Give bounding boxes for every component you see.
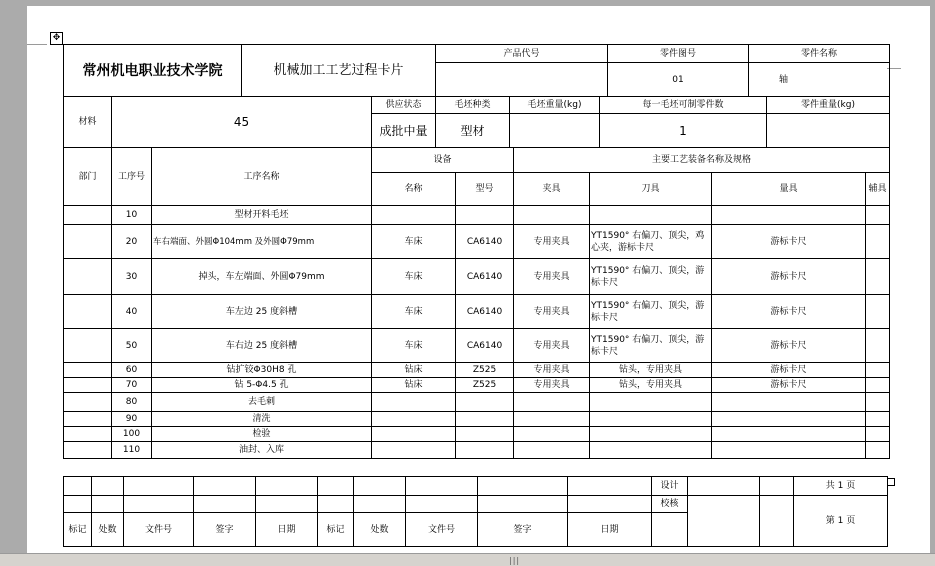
op-no-cell[interactable]: 40 [112,295,152,329]
dept-cell[interactable] [64,225,112,259]
footer-cell[interactable] [406,477,478,496]
supply-state-label: 供应状态 [372,97,436,114]
sign-label: 签字 [194,513,256,547]
part-name-label: 零件名称 [749,45,890,63]
footer-cell[interactable] [568,496,652,513]
op-name-cell[interactable]: 钻扩铰Φ30H8 孔 [152,363,372,378]
equip-model-cell[interactable]: CA6140 [456,295,514,329]
operation-row [64,206,890,225]
op-name-cell[interactable]: 型材开料毛坯 [152,206,372,225]
cutter-cell[interactable]: 钻头，专用夹具 [590,363,712,378]
doc-no-label-2: 文件号 [406,513,478,547]
sign-label-2: 签字 [478,513,568,547]
fixture-cell[interactable] [514,393,590,412]
op-no-cell[interactable]: 10 [112,206,152,225]
op-name-cell[interactable]: 去毛刺 [152,393,372,412]
footer-cell[interactable] [256,496,318,513]
cutter-cell[interactable]: 钻头，专用夹具 [590,378,712,393]
footer-cell[interactable] [760,496,794,547]
footer-cell[interactable] [318,477,354,496]
cutter-cell[interactable]: YT1590° 右偏刀、顶尖，游标卡尺 [590,259,712,295]
table-resize-handle[interactable] [887,478,895,486]
doc-no-label: 文件号 [124,513,194,547]
footer-cell[interactable] [652,513,688,547]
fixture-cell[interactable]: 专用夹具 [514,295,590,329]
fixture-cell[interactable] [514,427,590,442]
parts-per-blank-label: 每一毛坯可制零件数 [600,97,767,114]
date-label: 日期 [256,513,318,547]
op-name-cell[interactable]: 车右端面、外圆Φ104mm 及外圆Φ79mm [152,225,372,259]
equip-name-cell[interactable] [372,206,456,225]
aux-cell[interactable] [866,206,890,225]
op-name-cell[interactable]: 钻 5-Φ4.5 孔 [152,378,372,393]
check-value[interactable] [688,496,760,547]
fixture-cell[interactable]: 专用夹具 [514,259,590,295]
equip-model-cell[interactable]: CA6140 [456,225,514,259]
equip-model-cell[interactable]: Z525 [456,363,514,378]
equip-name-cell[interactable]: 钻床 [372,363,456,378]
cutter-header: 刀具 [590,173,712,206]
footer-cell[interactable] [760,477,794,496]
dept-cell[interactable] [64,363,112,378]
aux-cell[interactable] [866,412,890,427]
gauge-cell[interactable] [712,427,866,442]
header-table [63,44,890,97]
dept-cell[interactable] [64,378,112,393]
fixture-header: 夹具 [514,173,590,206]
footer-cell[interactable] [354,477,406,496]
parts-per-blank-value[interactable]: 1 [600,114,767,148]
gauge-cell[interactable]: 游标卡尺 [712,295,866,329]
operation-row [64,427,890,442]
footer-cell[interactable] [318,496,354,513]
gauge-cell[interactable]: 游标卡尺 [712,259,866,295]
op-name-cell[interactable]: 油封、入库 [152,442,372,459]
aux-cell[interactable] [866,442,890,459]
dept-cell[interactable] [64,206,112,225]
dept-cell[interactable] [64,393,112,412]
dept-cell[interactable] [64,259,112,295]
footer-cell[interactable] [64,496,92,513]
op-no-cell[interactable]: 80 [112,393,152,412]
fixture-cell[interactable]: 专用夹具 [514,329,590,363]
supply-state-value[interactable]: 成批中量 [372,114,436,148]
cutter-cell[interactable] [590,427,712,442]
cutter-cell[interactable] [590,442,712,459]
equip-name-cell[interactable]: 车床 [372,225,456,259]
operations-body [64,206,890,459]
operation-row [64,295,890,329]
equip-model-cell[interactable]: CA6140 [456,259,514,295]
count-label: 处数 [92,513,124,547]
gauge-cell[interactable] [712,206,866,225]
op-no-cell[interactable]: 100 [112,427,152,442]
equip-name-cell[interactable]: 车床 [372,259,456,295]
op-name-cell[interactable]: 清洗 [152,412,372,427]
blank-type-label: 毛坯种类 [436,97,510,114]
gauge-header: 量具 [712,173,866,206]
operation-row [64,259,890,295]
product-code-value[interactable] [436,63,608,97]
aux-cell[interactable] [866,378,890,393]
footer-cell[interactable] [194,477,256,496]
aux-header: 辅具 [866,173,890,206]
total-pages: 共 1 页 [794,477,888,496]
aux-cell[interactable] [866,259,890,295]
equip-model-cell[interactable] [456,427,514,442]
op-name-cell[interactable]: 车左边 25 度斜槽 [152,295,372,329]
aux-cell[interactable] [866,295,890,329]
operations-table [63,147,890,459]
fixture-cell[interactable]: 专用夹具 [514,378,590,393]
fixture-cell[interactable] [514,442,590,459]
op-no-cell[interactable]: 50 [112,329,152,363]
operation-row [64,363,890,378]
equip-name-cell[interactable]: 钻床 [372,378,456,393]
dept-header: 部门 [64,148,112,206]
equip-name-cell[interactable] [372,442,456,459]
cutter-cell[interactable]: YT1590° 右偏刀、顶尖，鸡心夹，游标卡尺 [590,225,712,259]
design-label: 设计 [652,477,688,496]
table-move-handle-icon[interactable]: ✥ [50,32,63,45]
mark-label-2: 标记 [318,513,354,547]
scroll-grip-icon[interactable]: ||| [509,556,521,565]
card-title: 机械加工工艺过程卡片 [242,45,436,97]
part-drawing-label: 零件图号 [608,45,749,63]
fixture-cell[interactable] [514,412,590,427]
cutter-cell[interactable] [590,206,712,225]
footer-cell[interactable] [568,477,652,496]
gauge-cell[interactable] [712,393,866,412]
horizontal-scrollbar[interactable] [0,553,935,566]
equip-model-cell[interactable]: CA6140 [456,329,514,363]
op-no-cell[interactable]: 90 [112,412,152,427]
cutter-cell[interactable] [590,412,712,427]
part-drawing-value[interactable]: 01 [608,63,749,97]
fixture-cell[interactable]: 专用夹具 [514,363,590,378]
operation-row [64,378,890,393]
aux-cell[interactable] [866,329,890,363]
op-name-cell[interactable]: 掉头，车左端面、外圆Φ79mm [152,259,372,295]
equip-name-cell[interactable] [372,412,456,427]
dept-cell[interactable] [64,442,112,459]
footer-cell[interactable] [64,477,92,496]
gauge-cell[interactable]: 游标卡尺 [712,329,866,363]
part-name-value[interactable]: 轴 [749,63,890,97]
tooling-header: 主要工艺装备名称及规格 [514,148,890,173]
gauge-cell[interactable] [712,442,866,459]
material-table [63,96,890,148]
aux-cell[interactable] [866,427,890,442]
date-label-2: 日期 [568,513,652,547]
equip-name-header: 名称 [372,173,456,206]
footer-cell[interactable] [92,496,124,513]
cutter-cell[interactable]: YT1590° 右偏刀、顶尖，游标卡尺 [590,295,712,329]
op-no-header: 工序号 [112,148,152,206]
gauge-cell[interactable] [712,412,866,427]
equipment-header: 设备 [372,148,514,173]
equip-name-cell[interactable] [372,427,456,442]
part-weight-value[interactable] [767,114,890,148]
school-name: 常州机电职业技术学院 [64,45,242,97]
equip-model-cell[interactable]: Z525 [456,378,514,393]
margin-corner-mark [27,44,47,45]
dept-cell[interactable] [64,295,112,329]
operation-row [64,329,890,363]
footer-cell[interactable] [478,477,568,496]
design-value[interactable] [688,477,760,496]
part-weight-label: 零件重量(kg) [767,97,890,114]
aux-cell[interactable] [866,363,890,378]
gauge-cell[interactable]: 游标卡尺 [712,378,866,393]
equip-model-cell[interactable] [456,206,514,225]
cutter-cell[interactable]: YT1590° 右偏刀、顶尖，游标卡尺 [590,329,712,363]
count-label-2: 处数 [354,513,406,547]
fixture-cell[interactable] [514,206,590,225]
equip-model-cell[interactable] [456,412,514,427]
footer-cell[interactable] [354,496,406,513]
gauge-cell[interactable]: 游标卡尺 [712,363,866,378]
op-name-cell[interactable]: 检验 [152,427,372,442]
equip-model-cell[interactable] [456,442,514,459]
operation-row [64,393,890,412]
blank-weight-value[interactable] [510,114,600,148]
gauge-cell[interactable]: 游标卡尺 [712,225,866,259]
footer-cell[interactable] [478,496,568,513]
dept-cell[interactable] [64,329,112,363]
material-value[interactable]: 45 [112,97,372,148]
cutter-cell[interactable] [590,393,712,412]
aux-cell[interactable] [866,393,890,412]
footer-cell[interactable] [92,477,124,496]
footer-cell[interactable] [406,496,478,513]
equip-model-cell[interactable] [456,393,514,412]
footer-cell[interactable] [194,496,256,513]
material-label: 材料 [64,97,112,148]
equip-name-cell[interactable]: 车床 [372,295,456,329]
footer-table [63,476,888,547]
operation-row [64,412,890,427]
footer-cell[interactable] [256,477,318,496]
op-name-header: 工序名称 [152,148,372,206]
equip-name-cell[interactable] [372,393,456,412]
aux-cell[interactable] [866,225,890,259]
dept-cell[interactable] [64,412,112,427]
op-no-cell[interactable]: 110 [112,442,152,459]
check-label: 校核 [652,496,688,513]
equip-name-cell[interactable]: 车床 [372,329,456,363]
equip-model-header: 型号 [456,173,514,206]
op-no-cell[interactable]: 70 [112,378,152,393]
page-number: 第 1 页 [794,496,888,547]
op-name-cell[interactable]: 车右边 25 度斜槽 [152,329,372,363]
blank-type-value[interactable]: 型材 [436,114,510,148]
op-no-cell[interactable]: 20 [112,225,152,259]
footer-cell[interactable] [124,477,194,496]
blank-weight-label: 毛坯重量(kg) [510,97,600,114]
footer-cell[interactable] [124,496,194,513]
operation-row [64,442,890,459]
mark-label: 标记 [64,513,92,547]
operation-row [64,225,890,259]
product-code-label: 产品代号 [436,45,608,63]
dept-cell[interactable] [64,427,112,442]
op-no-cell[interactable]: 60 [112,363,152,378]
fixture-cell[interactable]: 专用夹具 [514,225,590,259]
op-no-cell[interactable]: 30 [112,259,152,295]
